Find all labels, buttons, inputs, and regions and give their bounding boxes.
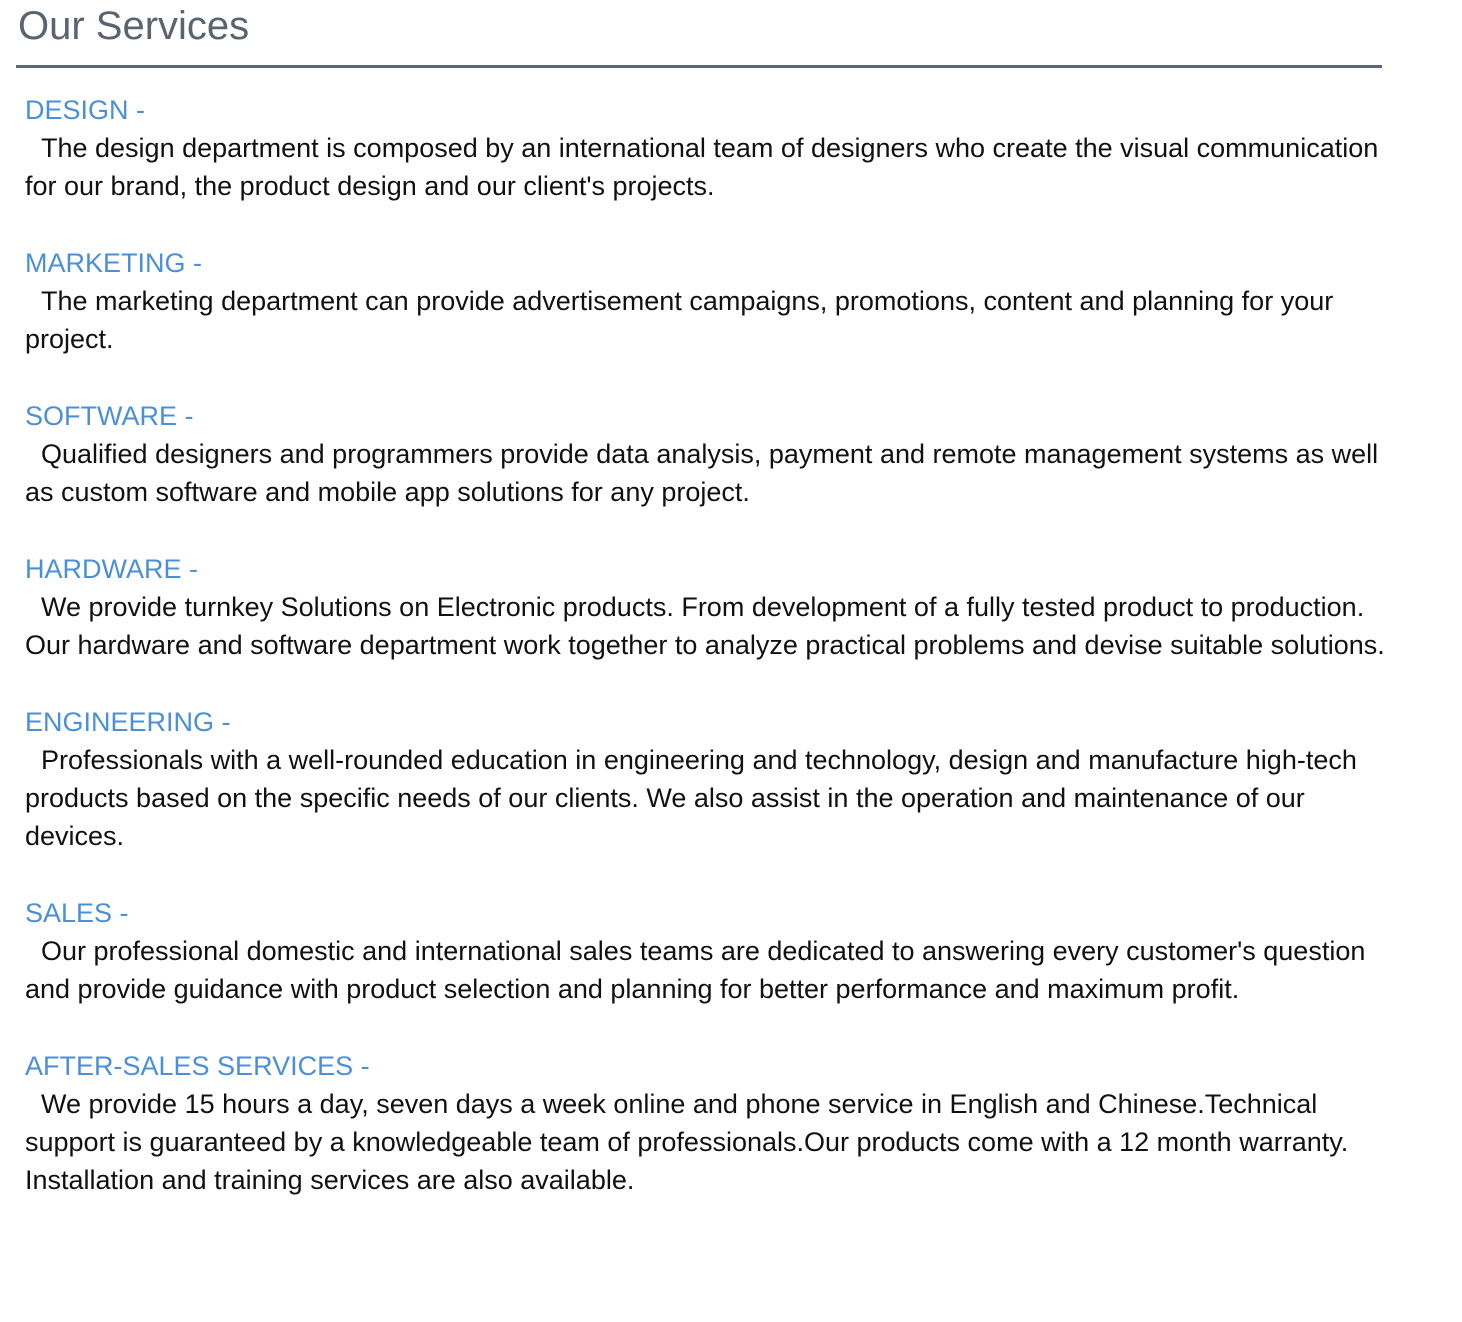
service-description: Qualified designers and programmers provide data analysis, payment and remote management systems as well as custom software and mobile app solutions for any project. (25, 439, 1379, 507)
service-software (25, 397, 1385, 511)
title-divider (16, 65, 1382, 68)
service-sales (25, 894, 1385, 1008)
service-heading: AFTER-SALES SERVICES - (25, 1051, 370, 1081)
service-engineering (25, 703, 1385, 855)
service-description: The marketing department can provide advertisement campaigns, promotions, content and planning for your project. (25, 286, 1334, 354)
service-hardware (25, 550, 1385, 664)
page-title: Our Services (18, 4, 250, 48)
service-description: The design department is composed by an international team of designers who create the visual communication for our brand, the product design and our client's projects. (25, 133, 1379, 201)
service-description: Professionals with a well-rounded education in engineering and technology, design and manufacture high-tech products based on the specific needs of our clients. We also assist in the operation and maintenance of our devices. (25, 745, 1357, 851)
service-heading: SOFTWARE - (25, 401, 194, 431)
services-list (25, 91, 1385, 1238)
service-description: We provide turnkey Solutions on Electronic products. From development of a fully tested product to production. Our hardware and software department work together to analyze practical problems and devise suitable solutions. (25, 592, 1385, 660)
service-description: Our professional domestic and international sales teams are dedicated to answering every customer's question and provide guidance with product selection and planning for better performance and maximum profit. (25, 936, 1366, 1004)
service-description: We provide 15 hours a day, seven days a week online and phone service in English and Chinese.Technical support is guaranteed by a knowledgeable team of professionals.Our products come with a 12 month warranty. Installation and training services are also available. (25, 1089, 1349, 1195)
service-heading: DESIGN - (25, 95, 146, 125)
service-heading: ENGINEERING - (25, 707, 231, 737)
service-marketing (25, 244, 1385, 358)
service-heading: MARKETING - (25, 248, 203, 278)
service-heading: SALES - (25, 898, 129, 928)
service-design (25, 91, 1385, 205)
service-after-sales (25, 1047, 1385, 1199)
service-heading: HARDWARE - (25, 554, 198, 584)
